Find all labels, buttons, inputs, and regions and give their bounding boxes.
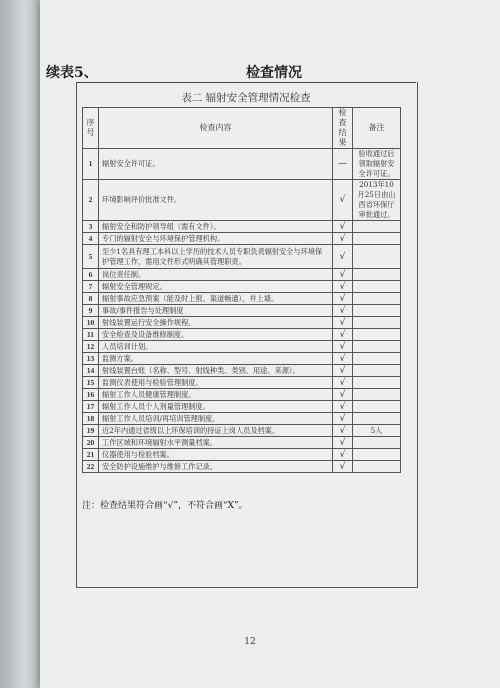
row-number-cell: 17 bbox=[83, 401, 99, 413]
table-row bbox=[83, 317, 401, 329]
row-note-cell bbox=[353, 233, 401, 245]
row-number-cell: 9 bbox=[83, 305, 99, 317]
table-row bbox=[83, 180, 401, 221]
row-content-cell: 安全检查及设备维修制度。 bbox=[99, 329, 333, 341]
table-header-row bbox=[83, 108, 401, 149]
table-row bbox=[83, 353, 401, 365]
row-note-cell bbox=[353, 389, 401, 401]
row-number-cell: 8 bbox=[83, 293, 99, 305]
page-number: 12 bbox=[244, 637, 256, 647]
row-number-cell: 5 bbox=[83, 245, 99, 269]
row-number-cell: 18 bbox=[83, 413, 99, 425]
row-content-cell: 辐射安全管理规定。 bbox=[99, 281, 333, 293]
table-row bbox=[83, 449, 401, 461]
row-number-cell: 21 bbox=[83, 449, 99, 461]
table-row bbox=[83, 365, 401, 377]
table-row bbox=[83, 269, 401, 281]
row-result-cell: √ bbox=[333, 233, 353, 245]
row-result-cell: √ bbox=[333, 305, 353, 317]
row-result-cell: √ bbox=[333, 245, 353, 269]
row-result-cell: √ bbox=[333, 221, 353, 233]
row-note-cell bbox=[353, 413, 401, 425]
column-header-result: 检查结果 bbox=[333, 108, 353, 149]
row-content-cell: 环境影响评价批准文件。 bbox=[99, 180, 333, 221]
row-note-cell bbox=[353, 329, 401, 341]
table-row bbox=[83, 389, 401, 401]
row-content-cell: 射线装置运行安全操作规程。 bbox=[99, 317, 333, 329]
row-content-cell: 岗位责任制。 bbox=[99, 269, 333, 281]
table-row bbox=[83, 461, 401, 473]
row-note-cell: 2013年10月25日由山西省环保厅审批通过。 bbox=[353, 180, 401, 221]
table-row bbox=[83, 425, 401, 437]
row-number-cell: 22 bbox=[83, 461, 99, 473]
inspection-table bbox=[82, 107, 401, 473]
row-result-cell: √ bbox=[333, 293, 353, 305]
row-result-cell: √ bbox=[333, 461, 353, 473]
row-result-cell: √ bbox=[333, 341, 353, 353]
row-number-cell: 10 bbox=[83, 317, 99, 329]
row-content-cell: 近2年内通过省级以上环保培训的持证上岗人员及档案。 bbox=[99, 425, 333, 437]
row-note-cell bbox=[353, 377, 401, 389]
row-content-cell: 人员培训计划。 bbox=[99, 341, 333, 353]
section-label: 续表5、 bbox=[46, 65, 98, 81]
table-row bbox=[83, 233, 401, 245]
row-result-cell: √ bbox=[333, 329, 353, 341]
column-header-note: 备注 bbox=[353, 108, 401, 149]
row-content-cell: 辐射安全和防护领导组（需有文件）。 bbox=[99, 221, 333, 233]
table-row bbox=[83, 341, 401, 353]
row-number-cell: 11 bbox=[83, 329, 99, 341]
row-number-cell: 19 bbox=[83, 425, 99, 437]
row-number-cell: 12 bbox=[83, 341, 99, 353]
row-number-cell: 4 bbox=[83, 233, 99, 245]
table-row bbox=[83, 413, 401, 425]
row-content-cell: 监测仪表使用与检验管理制度。 bbox=[99, 377, 333, 389]
table-row bbox=[83, 281, 401, 293]
row-number-cell: 6 bbox=[83, 269, 99, 281]
row-number-cell: 13 bbox=[83, 353, 99, 365]
row-content-cell: 辐射工作人员健康管理制度。 bbox=[99, 389, 333, 401]
row-result-cell: √ bbox=[333, 437, 353, 449]
row-note-cell bbox=[353, 269, 401, 281]
row-note-cell bbox=[353, 437, 401, 449]
row-content-cell: 辐射事故应急预案（能及时上报、渠道畅通），并上墙。 bbox=[99, 293, 333, 305]
row-note-cell bbox=[353, 281, 401, 293]
table-row bbox=[83, 245, 401, 269]
row-number-cell: 7 bbox=[83, 281, 99, 293]
table-row bbox=[83, 293, 401, 305]
row-result-cell: √ bbox=[333, 281, 353, 293]
row-result-cell: √ bbox=[333, 449, 353, 461]
table-row bbox=[83, 437, 401, 449]
row-note-cell bbox=[353, 221, 401, 233]
column-header-no: 序号 bbox=[83, 108, 99, 149]
row-note-cell: 验收通过后领取辐射安全许可证。 bbox=[353, 149, 401, 180]
row-number-cell: 15 bbox=[83, 377, 99, 389]
row-result-cell: — bbox=[333, 149, 353, 180]
row-note-cell bbox=[353, 305, 401, 317]
row-content-cell: 工作区域和环境辐射水平测量档案。 bbox=[99, 437, 333, 449]
row-number-cell: 2 bbox=[83, 180, 99, 221]
table-row bbox=[83, 401, 401, 413]
row-number-cell: 1 bbox=[83, 149, 99, 180]
row-note-cell: 5人 bbox=[353, 425, 401, 437]
row-content-cell: 至少1名具有理工本科以上学历的技术人员专职负责辐射安全与环境保护管理工作，需用文件形式明确其管理职责。 bbox=[99, 245, 333, 269]
row-content-cell: 事故/事件报告与处理制度 bbox=[99, 305, 333, 317]
row-result-cell: √ bbox=[333, 377, 353, 389]
row-number-cell: 20 bbox=[83, 437, 99, 449]
row-content-cell: 辐射安全许可证。 bbox=[99, 149, 333, 180]
row-result-cell: √ bbox=[333, 269, 353, 281]
row-note-cell bbox=[353, 461, 401, 473]
row-content-cell: 仪器使用与检验档案。 bbox=[99, 449, 333, 461]
row-result-cell: √ bbox=[333, 401, 353, 413]
section-title: 检查情况 bbox=[246, 65, 302, 81]
row-content-cell: 专门的辐射安全与环境保护管理机构。 bbox=[99, 233, 333, 245]
row-result-cell: √ bbox=[333, 317, 353, 329]
row-result-cell: √ bbox=[333, 353, 353, 365]
row-note-cell bbox=[353, 449, 401, 461]
row-result-cell: √ bbox=[333, 425, 353, 437]
table-row bbox=[83, 221, 401, 233]
row-content-cell: 射线装置台账（名称、型号、射线种类、类别、用途、来源）。 bbox=[99, 365, 333, 377]
row-note-cell bbox=[353, 245, 401, 269]
row-result-cell: √ bbox=[333, 413, 353, 425]
row-result-cell: √ bbox=[333, 180, 353, 221]
table-footnote: 注：检查结果符合画“√”，不符合画“X”。 bbox=[82, 501, 248, 511]
row-note-cell bbox=[353, 341, 401, 353]
table-caption: 表二 辐射安全管理情况检查 bbox=[181, 92, 311, 104]
row-note-cell bbox=[353, 353, 401, 365]
row-number-cell: 3 bbox=[83, 221, 99, 233]
table-row bbox=[83, 149, 401, 180]
row-content-cell: 辐射工作人员培训/再培训管理制度。 bbox=[99, 413, 333, 425]
row-content-cell: 监测方案。 bbox=[99, 353, 333, 365]
column-header-content: 检查内容 bbox=[99, 108, 333, 149]
row-number-cell: 14 bbox=[83, 365, 99, 377]
row-result-cell: √ bbox=[333, 365, 353, 377]
binding-edge bbox=[0, 0, 40, 688]
row-content-cell: 安全防护设施维护与维修工作记录。 bbox=[99, 461, 333, 473]
row-number-cell: 16 bbox=[83, 389, 99, 401]
row-note-cell bbox=[353, 365, 401, 377]
row-content-cell: 辐射工作人员个人剂量管理制度。 bbox=[99, 401, 333, 413]
table-row bbox=[83, 377, 401, 389]
row-result-cell: √ bbox=[333, 389, 353, 401]
row-note-cell bbox=[353, 401, 401, 413]
row-note-cell bbox=[353, 317, 401, 329]
table-row bbox=[83, 329, 401, 341]
row-note-cell bbox=[353, 293, 401, 305]
table-row bbox=[83, 305, 401, 317]
